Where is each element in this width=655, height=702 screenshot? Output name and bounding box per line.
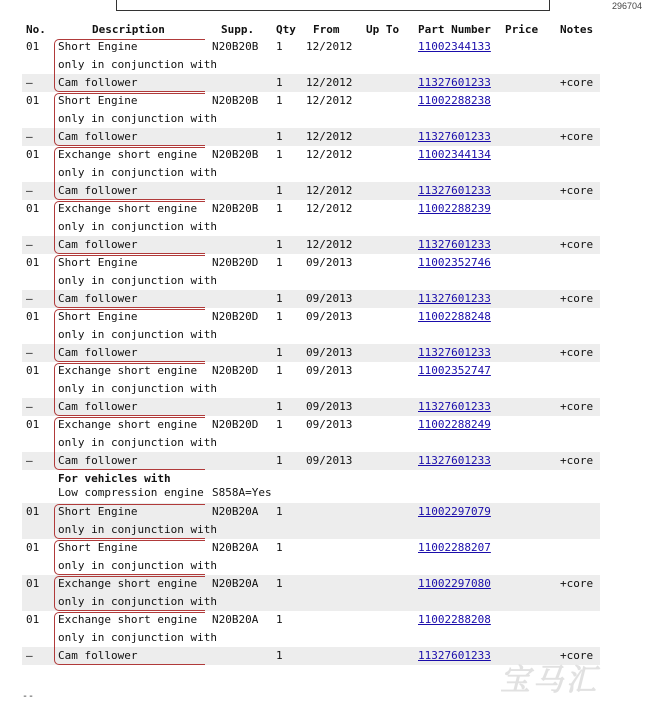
row-from: 09/2013 bbox=[306, 292, 353, 305]
row-supp: N20B20A bbox=[212, 577, 259, 590]
table-row bbox=[22, 575, 600, 593]
table-row bbox=[22, 380, 600, 398]
row-description: Cam follower bbox=[58, 454, 138, 467]
table-row bbox=[22, 557, 600, 575]
col-price-header: Price bbox=[505, 23, 539, 36]
table-row bbox=[22, 218, 600, 236]
vehicle-note-text: Low compression engine bbox=[58, 486, 204, 499]
row-number: 01 bbox=[26, 148, 40, 161]
part-number-link[interactable]: 11002288239 bbox=[418, 202, 491, 215]
part-number-link[interactable]: 11002344133 bbox=[418, 40, 491, 53]
row-number: 01 bbox=[26, 202, 40, 215]
row-from: 12/2012 bbox=[306, 40, 353, 53]
row-description: Cam follower bbox=[58, 346, 138, 359]
col-supp-header: Supp. bbox=[221, 23, 255, 36]
row-from: 12/2012 bbox=[306, 238, 353, 251]
row-qty: 1 bbox=[276, 76, 283, 89]
row-qty: 1 bbox=[276, 238, 283, 251]
row-description: Short Engine bbox=[58, 541, 138, 554]
row-description: only in conjunction with bbox=[58, 58, 217, 71]
footer-text: -- bbox=[22, 691, 35, 702]
part-number-link[interactable]: 11327601233 bbox=[418, 184, 491, 197]
col-from-header: From bbox=[313, 23, 340, 36]
row-qty: 1 bbox=[276, 148, 283, 161]
row-qty: 1 bbox=[276, 613, 283, 626]
row-notes: +core bbox=[560, 292, 594, 305]
row-notes: +core bbox=[560, 184, 594, 197]
row-qty: 1 bbox=[276, 364, 283, 377]
row-qty: 1 bbox=[276, 541, 283, 554]
row-qty: 1 bbox=[276, 256, 283, 269]
row-from: 12/2012 bbox=[306, 94, 353, 107]
table-body-group-2 bbox=[22, 503, 600, 665]
table-header bbox=[22, 21, 600, 38]
part-number-link[interactable]: 11002288207 bbox=[418, 541, 491, 554]
row-qty: 1 bbox=[276, 94, 283, 107]
table-row bbox=[22, 146, 600, 164]
row-number: 01 bbox=[26, 613, 40, 626]
table-row bbox=[22, 38, 600, 56]
row-description: Short Engine bbox=[58, 310, 138, 323]
row-number: 01 bbox=[26, 577, 40, 590]
row-number: 01 bbox=[26, 418, 40, 431]
row-notes: +core bbox=[560, 649, 594, 662]
table-row bbox=[22, 503, 600, 521]
row-description: Exchange short engine bbox=[58, 577, 198, 590]
row-notes: +core bbox=[560, 130, 594, 143]
vehicle-note-row bbox=[22, 486, 600, 503]
row-number: 01 bbox=[26, 364, 40, 377]
row-description: Cam follower bbox=[58, 130, 138, 143]
table-body-group-1 bbox=[22, 38, 600, 470]
row-qty: 1 bbox=[276, 505, 283, 518]
row-number: — bbox=[26, 346, 33, 359]
table-row bbox=[22, 539, 600, 557]
row-description: Short Engine bbox=[58, 40, 138, 53]
part-number-link[interactable]: 11002288208 bbox=[418, 613, 491, 626]
row-description: Exchange short engine bbox=[58, 418, 198, 431]
table-row bbox=[22, 200, 600, 218]
table-row bbox=[22, 308, 600, 326]
row-notes: +core bbox=[560, 346, 594, 359]
row-number: — bbox=[26, 292, 33, 305]
row-number: — bbox=[26, 76, 33, 89]
row-description: only in conjunction with bbox=[58, 220, 217, 233]
table-row bbox=[22, 452, 600, 470]
vehicle-note-heading: For vehicles with bbox=[58, 472, 171, 485]
table-row bbox=[22, 272, 600, 290]
row-description: only in conjunction with bbox=[58, 166, 217, 179]
col-upto-header: Up To bbox=[366, 23, 400, 36]
row-description: Cam follower bbox=[58, 649, 138, 662]
table-row bbox=[22, 326, 600, 344]
row-notes: +core bbox=[560, 454, 594, 467]
table-row bbox=[22, 254, 600, 272]
row-qty: 1 bbox=[276, 400, 283, 413]
row-from: 12/2012 bbox=[306, 130, 353, 143]
col-no-header: No. bbox=[26, 23, 46, 36]
row-notes: +core bbox=[560, 577, 594, 590]
col-description-header: Description bbox=[92, 23, 165, 36]
part-number-link[interactable]: 11002352746 bbox=[418, 256, 491, 269]
row-description: only in conjunction with bbox=[58, 112, 217, 125]
row-description: Cam follower bbox=[58, 400, 138, 413]
col-notes-header: Notes bbox=[560, 23, 594, 36]
part-number-link[interactable]: 11327601233 bbox=[418, 649, 491, 662]
row-notes: +core bbox=[560, 76, 594, 89]
row-description: only in conjunction with bbox=[58, 382, 217, 395]
table-row bbox=[22, 629, 600, 647]
part-number-link[interactable]: 11327601233 bbox=[418, 238, 491, 251]
row-supp: N20B20D bbox=[212, 364, 259, 377]
row-supp: N20B20A bbox=[212, 613, 259, 626]
table-row bbox=[22, 182, 600, 200]
watermark-logo: 宝马汇 bbox=[500, 663, 599, 698]
part-number-link[interactable]: 11327601233 bbox=[418, 346, 491, 359]
row-description: Cam follower bbox=[58, 184, 138, 197]
part-number-link[interactable]: 11327601233 bbox=[418, 76, 491, 89]
row-qty: 1 bbox=[276, 346, 283, 359]
col-qty-header: Qty bbox=[276, 23, 296, 36]
row-number: 01 bbox=[26, 541, 40, 554]
top-frame-box bbox=[116, 0, 550, 11]
row-from: 12/2012 bbox=[306, 202, 353, 215]
row-description: Exchange short engine bbox=[58, 613, 198, 626]
row-supp: N20B20A bbox=[212, 541, 259, 554]
row-supp: N20B20B bbox=[212, 94, 259, 107]
row-from: 09/2013 bbox=[306, 256, 353, 269]
row-supp: N20B20B bbox=[212, 40, 259, 53]
part-number-link[interactable]: 11327601233 bbox=[418, 454, 491, 467]
table-row bbox=[22, 611, 600, 629]
parts-table bbox=[22, 21, 600, 665]
part-number-link[interactable]: 11002288249 bbox=[418, 418, 491, 431]
row-number: 01 bbox=[26, 94, 40, 107]
row-description: Cam follower bbox=[58, 76, 138, 89]
col-partnumber-header: Part Number bbox=[418, 23, 491, 36]
row-qty: 1 bbox=[276, 292, 283, 305]
table-row bbox=[22, 416, 600, 434]
row-number: 01 bbox=[26, 256, 40, 269]
row-number: — bbox=[26, 184, 33, 197]
row-supp: N20B20A bbox=[212, 505, 259, 518]
table-row bbox=[22, 290, 600, 308]
part-number-link[interactable]: 11002297079 bbox=[418, 505, 491, 518]
part-number-link[interactable]: 11002288238 bbox=[418, 94, 491, 107]
row-description: Exchange short engine bbox=[58, 364, 198, 377]
row-number: — bbox=[26, 238, 33, 251]
vehicle-note-heading-row bbox=[22, 470, 600, 486]
row-from: 09/2013 bbox=[306, 418, 353, 431]
row-description: Exchange short engine bbox=[58, 148, 198, 161]
row-description: Cam follower bbox=[58, 238, 138, 251]
table-row bbox=[22, 434, 600, 452]
row-number: 01 bbox=[26, 40, 40, 53]
part-number-link[interactable]: 11327601233 bbox=[418, 130, 491, 143]
row-description: Cam follower bbox=[58, 292, 138, 305]
part-number-link[interactable]: 11002344134 bbox=[418, 148, 491, 161]
row-qty: 1 bbox=[276, 418, 283, 431]
table-row bbox=[22, 521, 600, 539]
row-qty: 1 bbox=[276, 454, 283, 467]
row-qty: 1 bbox=[276, 130, 283, 143]
row-description: Short Engine bbox=[58, 505, 138, 518]
row-from: 09/2013 bbox=[306, 346, 353, 359]
row-qty: 1 bbox=[276, 40, 283, 53]
row-from: 09/2013 bbox=[306, 310, 353, 323]
row-from: 12/2012 bbox=[306, 76, 353, 89]
row-from: 09/2013 bbox=[306, 454, 353, 467]
table-row bbox=[22, 56, 600, 74]
table-row bbox=[22, 110, 600, 128]
vehicle-note-code: S858A=Yes bbox=[212, 486, 272, 499]
row-supp: N20B20D bbox=[212, 310, 259, 323]
table-row bbox=[22, 344, 600, 362]
part-number-link[interactable]: 11002352747 bbox=[418, 364, 491, 377]
row-number: 01 bbox=[26, 310, 40, 323]
row-description: Exchange short engine bbox=[58, 202, 198, 215]
table-row bbox=[22, 164, 600, 182]
part-number-link[interactable]: 11002288248 bbox=[418, 310, 491, 323]
table-row bbox=[22, 236, 600, 254]
row-description: Short Engine bbox=[58, 94, 138, 107]
row-notes: +core bbox=[560, 238, 594, 251]
row-from: 12/2012 bbox=[306, 148, 353, 161]
row-description: only in conjunction with bbox=[58, 595, 217, 608]
row-number: — bbox=[26, 454, 33, 467]
table-row bbox=[22, 74, 600, 92]
row-qty: 1 bbox=[276, 202, 283, 215]
table-row bbox=[22, 398, 600, 416]
part-number-link[interactable]: 11327601233 bbox=[418, 292, 491, 305]
part-number-link[interactable]: 11002297080 bbox=[418, 577, 491, 590]
row-description: only in conjunction with bbox=[58, 328, 217, 341]
row-from: 09/2013 bbox=[306, 364, 353, 377]
row-description: only in conjunction with bbox=[58, 559, 217, 572]
row-number: — bbox=[26, 400, 33, 413]
row-description: only in conjunction with bbox=[58, 631, 217, 644]
row-supp: N20B20B bbox=[212, 202, 259, 215]
row-qty: 1 bbox=[276, 310, 283, 323]
table-row bbox=[22, 593, 600, 611]
row-qty: 1 bbox=[276, 577, 283, 590]
row-from: 09/2013 bbox=[306, 400, 353, 413]
table-row bbox=[22, 92, 600, 110]
row-supp: N20B20B bbox=[212, 148, 259, 161]
row-description: Short Engine bbox=[58, 256, 138, 269]
row-qty: 1 bbox=[276, 184, 283, 197]
row-description: only in conjunction with bbox=[58, 523, 217, 536]
table-row bbox=[22, 128, 600, 146]
row-number: — bbox=[26, 130, 33, 143]
row-from: 12/2012 bbox=[306, 184, 353, 197]
row-number: — bbox=[26, 649, 33, 662]
row-supp: N20B20D bbox=[212, 256, 259, 269]
row-description: only in conjunction with bbox=[58, 436, 217, 449]
image-id-label: 296704 bbox=[612, 1, 643, 11]
row-notes: +core bbox=[560, 400, 594, 413]
row-number: 01 bbox=[26, 505, 40, 518]
table-row bbox=[22, 362, 600, 380]
row-supp: N20B20D bbox=[212, 418, 259, 431]
row-description: only in conjunction with bbox=[58, 274, 217, 287]
part-number-link[interactable]: 11327601233 bbox=[418, 400, 491, 413]
row-qty: 1 bbox=[276, 649, 283, 662]
